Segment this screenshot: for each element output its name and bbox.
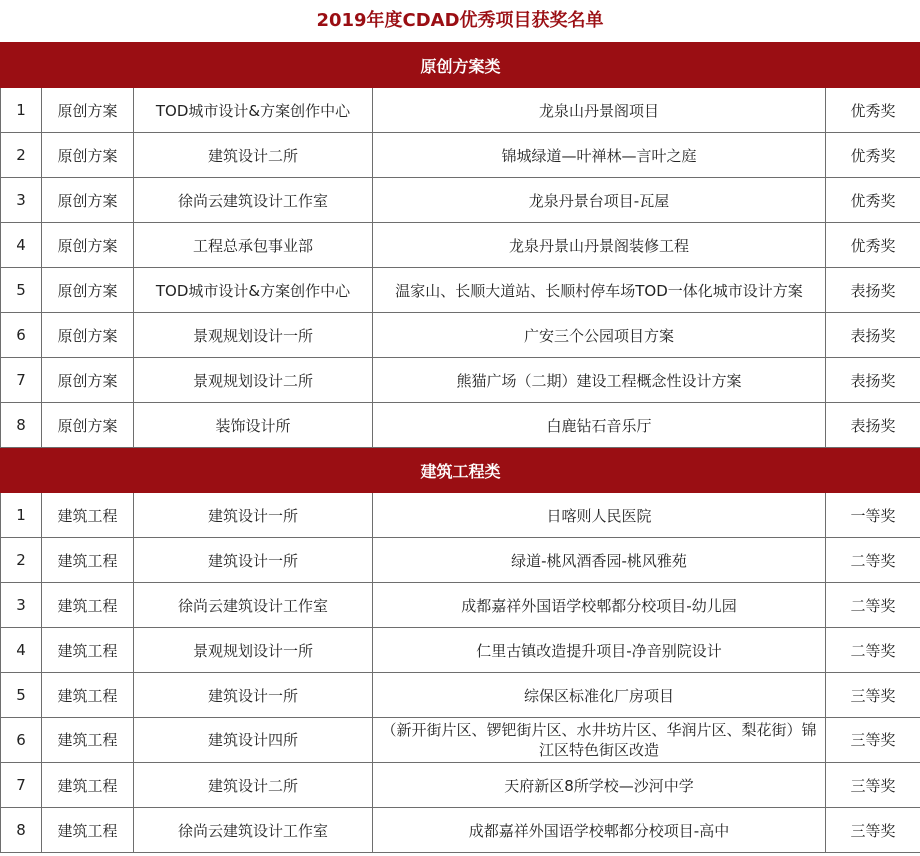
row-number: 8 (1, 403, 42, 448)
row-number: 1 (1, 493, 42, 538)
department-cell: 建筑设计四所 (134, 718, 373, 763)
department-cell: 建筑设计二所 (134, 133, 373, 178)
row-number: 2 (1, 133, 42, 178)
award-cell: 优秀奖 (826, 133, 920, 178)
table-row (1, 223, 920, 268)
table-row (1, 133, 920, 178)
project-cell: 日喀则人民医院 (373, 493, 826, 538)
project-cell: 锦城绿道—叶禅林—言叶之庭 (373, 133, 826, 178)
table-row (1, 358, 920, 403)
award-cell: 优秀奖 (826, 223, 920, 268)
section-header (1, 448, 920, 493)
section-title: 建筑工程类 (1, 448, 920, 493)
department-cell: 徐尚云建筑设计工作室 (134, 808, 373, 853)
table-row (1, 313, 920, 358)
category-cell: 原创方案 (42, 223, 134, 268)
department-cell: 徐尚云建筑设计工作室 (134, 583, 373, 628)
table-row (1, 493, 920, 538)
row-number: 1 (1, 88, 42, 133)
department-cell: 景观规划设计一所 (134, 628, 373, 673)
table-row (1, 88, 920, 133)
department-cell: TOD城市设计&方案创作中心 (134, 268, 373, 313)
row-number: 3 (1, 178, 42, 223)
department-cell: TOD城市设计&方案创作中心 (134, 88, 373, 133)
award-cell: 表扬奖 (826, 358, 920, 403)
award-cell: 三等奖 (826, 718, 920, 763)
category-cell: 建筑工程 (42, 673, 134, 718)
category-cell: 建筑工程 (42, 718, 134, 763)
category-cell: 建筑工程 (42, 808, 134, 853)
project-cell: 龙泉丹景台项目-瓦屋 (373, 178, 826, 223)
row-number: 5 (1, 268, 42, 313)
department-cell: 景观规划设计一所 (134, 313, 373, 358)
row-number: 7 (1, 358, 42, 403)
table-row (1, 268, 920, 313)
award-cell: 优秀奖 (826, 178, 920, 223)
table-row (1, 808, 920, 853)
department-cell: 工程总承包事业部 (134, 223, 373, 268)
department-cell: 建筑设计二所 (134, 763, 373, 808)
category-cell: 建筑工程 (42, 538, 134, 583)
category-cell: 原创方案 (42, 403, 134, 448)
project-cell: 温家山、长顺大道站、长顺村停车场TOD一体化城市设计方案 (373, 268, 826, 313)
project-cell: 仁里古镇改造提升项目-净音别院设计 (373, 628, 826, 673)
row-number: 4 (1, 628, 42, 673)
award-cell: 三等奖 (826, 673, 920, 718)
project-cell: 综保区标准化厂房项目 (373, 673, 826, 718)
category-cell: 建筑工程 (42, 493, 134, 538)
project-cell: 广安三个公园项目方案 (373, 313, 826, 358)
category-cell: 建筑工程 (42, 583, 134, 628)
award-cell: 三等奖 (826, 808, 920, 853)
project-cell: 成都嘉祥外国语学校郫都分校项目-高中 (373, 808, 826, 853)
award-cell: 优秀奖 (826, 88, 920, 133)
department-cell: 装饰设计所 (134, 403, 373, 448)
row-number: 4 (1, 223, 42, 268)
award-cell: 二等奖 (826, 628, 920, 673)
project-cell: 天府新区8所学校—沙河中学 (373, 763, 826, 808)
table-row (1, 178, 920, 223)
category-cell: 原创方案 (42, 133, 134, 178)
project-cell: 成都嘉祥外国语学校郫都分校项目-幼儿园 (373, 583, 826, 628)
table-row (1, 538, 920, 583)
row-number: 6 (1, 313, 42, 358)
category-cell: 原创方案 (42, 358, 134, 403)
award-cell: 二等奖 (826, 583, 920, 628)
project-cell: 白鹿钻石音乐厅 (373, 403, 826, 448)
row-number: 7 (1, 763, 42, 808)
category-cell: 原创方案 (42, 178, 134, 223)
section-title: 原创方案类 (1, 43, 920, 88)
table-row (1, 403, 920, 448)
project-cell: （新开街片区、锣钯街片区、水井坊片区、华润片区、梨花街）锦江区特色街区改造 (373, 718, 826, 763)
row-number: 3 (1, 583, 42, 628)
table-row (1, 763, 920, 808)
row-number: 8 (1, 808, 42, 853)
department-cell: 建筑设计一所 (134, 673, 373, 718)
project-cell: 绿道-桃风酒香园-桃风雅苑 (373, 538, 826, 583)
department-cell: 徐尚云建筑设计工作室 (134, 178, 373, 223)
award-cell: 三等奖 (826, 763, 920, 808)
table-row (1, 583, 920, 628)
project-cell: 龙泉丹景山丹景阁装修工程 (373, 223, 826, 268)
page-title: 2019年度CDAD优秀项目获奖名单 (316, 10, 604, 31)
table-row (1, 718, 920, 763)
awards-table (0, 42, 920, 853)
award-cell: 一等奖 (826, 493, 920, 538)
award-cell: 二等奖 (826, 538, 920, 583)
category-cell: 原创方案 (42, 313, 134, 358)
table-row (1, 673, 920, 718)
section-header (1, 43, 920, 88)
award-cell: 表扬奖 (826, 403, 920, 448)
project-cell: 熊猫广场（二期）建设工程概念性设计方案 (373, 358, 826, 403)
category-cell: 原创方案 (42, 88, 134, 133)
department-cell: 建筑设计一所 (134, 493, 373, 538)
department-cell: 景观规划设计二所 (134, 358, 373, 403)
table-row (1, 628, 920, 673)
category-cell: 建筑工程 (42, 763, 134, 808)
category-cell: 原创方案 (42, 268, 134, 313)
project-cell: 龙泉山丹景阁项目 (373, 88, 826, 133)
award-cell: 表扬奖 (826, 313, 920, 358)
row-number: 6 (1, 718, 42, 763)
award-cell: 表扬奖 (826, 268, 920, 313)
department-cell: 建筑设计一所 (134, 538, 373, 583)
category-cell: 建筑工程 (42, 628, 134, 673)
row-number: 2 (1, 538, 42, 583)
row-number: 5 (1, 673, 42, 718)
